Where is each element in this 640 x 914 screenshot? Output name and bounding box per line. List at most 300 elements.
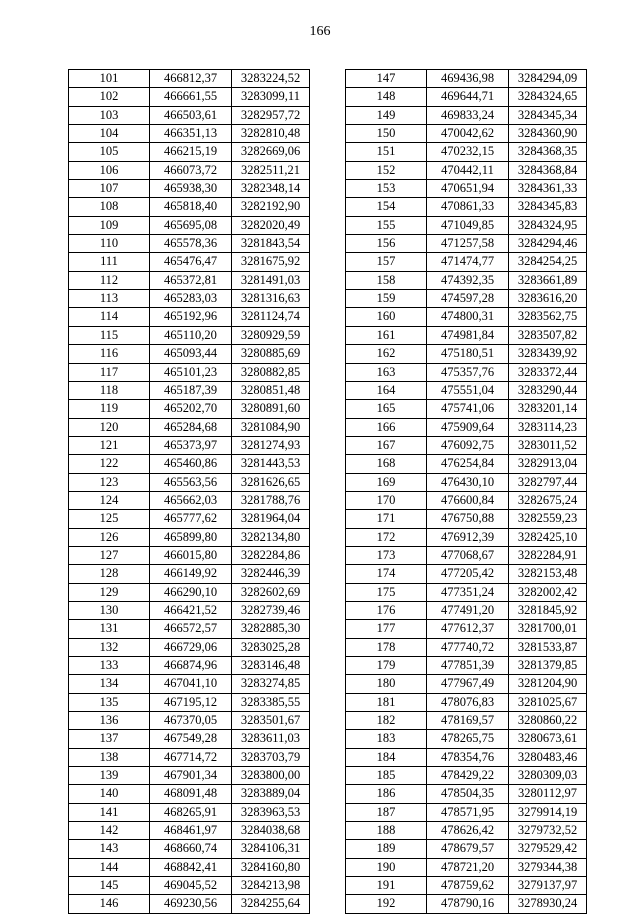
table-row xyxy=(69,436,310,454)
point-number-cell: 170 xyxy=(346,491,427,509)
point-number-cell: 105 xyxy=(69,143,150,161)
y-coordinate-cell: 3282810,48 xyxy=(232,125,310,143)
point-number-cell: 177 xyxy=(346,620,427,638)
x-coordinate-cell: 474981,84 xyxy=(427,326,509,344)
table-row xyxy=(69,271,310,289)
point-number-cell: 141 xyxy=(69,803,150,821)
x-coordinate-cell: 466215,19 xyxy=(150,143,232,161)
point-number-cell: 118 xyxy=(69,381,150,399)
x-coordinate-cell: 477351,24 xyxy=(427,583,509,601)
y-coordinate-cell: 3280851,48 xyxy=(232,381,310,399)
x-coordinate-cell: 474597,28 xyxy=(427,290,509,308)
table-row xyxy=(346,895,587,913)
point-number-cell: 128 xyxy=(69,565,150,583)
point-number-cell: 112 xyxy=(69,271,150,289)
x-coordinate-cell: 478679,57 xyxy=(427,840,509,858)
table-row xyxy=(346,877,587,895)
x-coordinate-cell: 465110,20 xyxy=(150,326,232,344)
x-coordinate-cell: 478504,35 xyxy=(427,785,509,803)
x-coordinate-cell: 465695,08 xyxy=(150,216,232,234)
x-coordinate-cell: 478076,83 xyxy=(427,693,509,711)
x-coordinate-cell: 475741,06 xyxy=(427,400,509,418)
x-coordinate-cell: 466073,72 xyxy=(150,161,232,179)
y-coordinate-cell: 3279914,19 xyxy=(509,803,587,821)
x-coordinate-cell: 478721,20 xyxy=(427,858,509,876)
table-row xyxy=(69,657,310,675)
x-coordinate-cell: 466351,13 xyxy=(150,125,232,143)
point-number-cell: 137 xyxy=(69,730,150,748)
x-coordinate-cell: 468461,97 xyxy=(150,822,232,840)
y-coordinate-cell: 3282957,72 xyxy=(232,106,310,124)
x-coordinate-cell: 470042,62 xyxy=(427,125,509,143)
table-row xyxy=(346,546,587,564)
y-coordinate-cell: 3283011,52 xyxy=(509,436,587,454)
point-number-cell: 133 xyxy=(69,657,150,675)
y-coordinate-cell: 3280882,85 xyxy=(232,363,310,381)
y-coordinate-cell: 3279344,38 xyxy=(509,858,587,876)
table-row xyxy=(69,455,310,473)
y-coordinate-cell: 3281274,93 xyxy=(232,436,310,454)
table-row xyxy=(346,675,587,693)
y-coordinate-cell: 3283703,79 xyxy=(232,748,310,766)
y-coordinate-cell: 3283439,92 xyxy=(509,345,587,363)
table-row xyxy=(346,253,587,271)
point-number-cell: 145 xyxy=(69,877,150,895)
table-row xyxy=(69,712,310,730)
y-coordinate-cell: 3284360,90 xyxy=(509,125,587,143)
y-coordinate-cell: 3282511,21 xyxy=(232,161,310,179)
table-row xyxy=(346,528,587,546)
x-coordinate-cell: 466503,61 xyxy=(150,106,232,124)
table-row xyxy=(346,436,587,454)
x-coordinate-cell: 466661,55 xyxy=(150,88,232,106)
table-row xyxy=(346,345,587,363)
point-number-cell: 143 xyxy=(69,840,150,858)
y-coordinate-cell: 3281025,67 xyxy=(509,693,587,711)
point-number-cell: 136 xyxy=(69,712,150,730)
x-coordinate-cell: 465563,56 xyxy=(150,473,232,491)
point-number-cell: 180 xyxy=(346,675,427,693)
point-number-cell: 114 xyxy=(69,308,150,326)
table-row xyxy=(346,693,587,711)
table-row xyxy=(346,400,587,418)
x-coordinate-cell: 467195,12 xyxy=(150,693,232,711)
y-coordinate-cell: 3280673,61 xyxy=(509,730,587,748)
y-coordinate-cell: 3280112,97 xyxy=(509,785,587,803)
table-row xyxy=(69,693,310,711)
point-number-cell: 140 xyxy=(69,785,150,803)
y-coordinate-cell: 3282885,30 xyxy=(232,620,310,638)
point-number-cell: 144 xyxy=(69,858,150,876)
point-number-cell: 159 xyxy=(346,290,427,308)
y-coordinate-cell: 3282425,10 xyxy=(509,528,587,546)
point-number-cell: 160 xyxy=(346,308,427,326)
x-coordinate-cell: 465818,40 xyxy=(150,198,232,216)
table-row xyxy=(346,216,587,234)
point-number-cell: 191 xyxy=(346,877,427,895)
point-number-cell: 151 xyxy=(346,143,427,161)
point-number-cell: 129 xyxy=(69,583,150,601)
point-number-cell: 172 xyxy=(346,528,427,546)
x-coordinate-cell: 478759,62 xyxy=(427,877,509,895)
y-coordinate-cell: 3284294,46 xyxy=(509,235,587,253)
point-number-cell: 182 xyxy=(346,712,427,730)
table-row xyxy=(346,70,587,88)
x-coordinate-cell: 465578,36 xyxy=(150,235,232,253)
table-row xyxy=(69,565,310,583)
point-number-cell: 125 xyxy=(69,510,150,528)
y-coordinate-cell: 3280891,60 xyxy=(232,400,310,418)
y-coordinate-cell: 3284255,64 xyxy=(232,895,310,913)
x-coordinate-cell: 477612,37 xyxy=(427,620,509,638)
table-row xyxy=(346,491,587,509)
table-row xyxy=(69,363,310,381)
point-number-cell: 187 xyxy=(346,803,427,821)
point-number-cell: 138 xyxy=(69,748,150,766)
y-coordinate-cell: 3283661,89 xyxy=(509,271,587,289)
y-coordinate-cell: 3282134,80 xyxy=(232,528,310,546)
y-coordinate-cell: 3284213,98 xyxy=(232,877,310,895)
table-row xyxy=(69,546,310,564)
y-coordinate-cell: 3280483,46 xyxy=(509,748,587,766)
y-coordinate-cell: 3282669,06 xyxy=(232,143,310,161)
table-row xyxy=(69,253,310,271)
x-coordinate-cell: 467041,10 xyxy=(150,675,232,693)
x-coordinate-cell: 466149,92 xyxy=(150,565,232,583)
x-coordinate-cell: 466729,06 xyxy=(150,638,232,656)
table-row xyxy=(346,510,587,528)
y-coordinate-cell: 3283507,82 xyxy=(509,326,587,344)
point-number-cell: 101 xyxy=(69,70,150,88)
y-coordinate-cell: 3283501,67 xyxy=(232,712,310,730)
y-coordinate-cell: 3282913,04 xyxy=(509,455,587,473)
table-row xyxy=(69,198,310,216)
x-coordinate-cell: 478571,95 xyxy=(427,803,509,821)
table-row xyxy=(346,180,587,198)
x-coordinate-cell: 465372,81 xyxy=(150,271,232,289)
x-coordinate-cell: 475909,64 xyxy=(427,418,509,436)
x-coordinate-cell: 471049,85 xyxy=(427,216,509,234)
y-coordinate-cell: 3278930,24 xyxy=(509,895,587,913)
y-coordinate-cell: 3282002,42 xyxy=(509,583,587,601)
y-coordinate-cell: 3283290,44 xyxy=(509,381,587,399)
table-row xyxy=(346,858,587,876)
x-coordinate-cell: 478169,57 xyxy=(427,712,509,730)
table-row xyxy=(346,418,587,436)
x-coordinate-cell: 465192,96 xyxy=(150,308,232,326)
table-row xyxy=(346,271,587,289)
x-coordinate-cell: 470651,94 xyxy=(427,180,509,198)
x-coordinate-cell: 476430,10 xyxy=(427,473,509,491)
y-coordinate-cell: 3284345,83 xyxy=(509,198,587,216)
table-row xyxy=(69,143,310,161)
x-coordinate-cell: 465093,44 xyxy=(150,345,232,363)
table-row xyxy=(69,418,310,436)
point-number-cell: 106 xyxy=(69,161,150,179)
point-number-cell: 148 xyxy=(346,88,427,106)
x-coordinate-cell: 476912,39 xyxy=(427,528,509,546)
point-number-cell: 132 xyxy=(69,638,150,656)
table-row xyxy=(69,491,310,509)
point-number-cell: 119 xyxy=(69,400,150,418)
table-row xyxy=(69,326,310,344)
table-row xyxy=(346,601,587,619)
point-number-cell: 153 xyxy=(346,180,427,198)
point-number-cell: 127 xyxy=(69,546,150,564)
point-number-cell: 189 xyxy=(346,840,427,858)
x-coordinate-cell: 478429,22 xyxy=(427,767,509,785)
y-coordinate-cell: 3284324,65 xyxy=(509,88,587,106)
point-number-cell: 165 xyxy=(346,400,427,418)
table-row xyxy=(69,895,310,913)
y-coordinate-cell: 3282348,14 xyxy=(232,180,310,198)
y-coordinate-cell: 3279529,42 xyxy=(509,840,587,858)
table-row xyxy=(69,767,310,785)
x-coordinate-cell: 465777,62 xyxy=(150,510,232,528)
y-coordinate-cell: 3283146,48 xyxy=(232,657,310,675)
x-coordinate-cell: 468842,41 xyxy=(150,858,232,876)
table-row xyxy=(69,308,310,326)
x-coordinate-cell: 475357,76 xyxy=(427,363,509,381)
table-row xyxy=(69,180,310,198)
point-number-cell: 122 xyxy=(69,455,150,473)
point-number-cell: 162 xyxy=(346,345,427,363)
y-coordinate-cell: 3283224,52 xyxy=(232,70,310,88)
x-coordinate-cell: 471257,58 xyxy=(427,235,509,253)
y-coordinate-cell: 3284254,25 xyxy=(509,253,587,271)
point-number-cell: 110 xyxy=(69,235,150,253)
table-row xyxy=(69,400,310,418)
point-number-cell: 161 xyxy=(346,326,427,344)
point-number-cell: 192 xyxy=(346,895,427,913)
point-number-cell: 152 xyxy=(346,161,427,179)
y-coordinate-cell: 3280929,59 xyxy=(232,326,310,344)
x-coordinate-cell: 465373,97 xyxy=(150,436,232,454)
x-coordinate-cell: 476750,88 xyxy=(427,510,509,528)
y-coordinate-cell: 3284160,80 xyxy=(232,858,310,876)
x-coordinate-cell: 470442,11 xyxy=(427,161,509,179)
y-coordinate-cell: 3281964,04 xyxy=(232,510,310,528)
y-coordinate-cell: 3279732,52 xyxy=(509,822,587,840)
y-coordinate-cell: 3284361,33 xyxy=(509,180,587,198)
y-coordinate-cell: 3281443,53 xyxy=(232,455,310,473)
x-coordinate-cell: 468091,48 xyxy=(150,785,232,803)
y-coordinate-cell: 3283025,28 xyxy=(232,638,310,656)
point-number-cell: 116 xyxy=(69,345,150,363)
x-coordinate-cell: 469833,24 xyxy=(427,106,509,124)
point-number-cell: 108 xyxy=(69,198,150,216)
x-coordinate-cell: 470861,33 xyxy=(427,198,509,216)
point-number-cell: 107 xyxy=(69,180,150,198)
table-row xyxy=(69,730,310,748)
y-coordinate-cell: 3283889,04 xyxy=(232,785,310,803)
y-coordinate-cell: 3280860,22 xyxy=(509,712,587,730)
point-number-cell: 156 xyxy=(346,235,427,253)
point-number-cell: 186 xyxy=(346,785,427,803)
y-coordinate-cell: 3283385,55 xyxy=(232,693,310,711)
x-coordinate-cell: 465283,03 xyxy=(150,290,232,308)
y-coordinate-cell: 3283372,44 xyxy=(509,363,587,381)
table-row xyxy=(346,583,587,601)
point-number-cell: 176 xyxy=(346,601,427,619)
table-row xyxy=(346,803,587,821)
y-coordinate-cell: 3283963,53 xyxy=(232,803,310,821)
x-coordinate-cell: 477068,67 xyxy=(427,546,509,564)
x-coordinate-cell: 465662,03 xyxy=(150,491,232,509)
y-coordinate-cell: 3284106,31 xyxy=(232,840,310,858)
point-number-cell: 168 xyxy=(346,455,427,473)
table-row xyxy=(69,877,310,895)
table-row xyxy=(69,161,310,179)
y-coordinate-cell: 3284368,35 xyxy=(509,143,587,161)
x-coordinate-cell: 466290,10 xyxy=(150,583,232,601)
table-row xyxy=(346,767,587,785)
x-coordinate-cell: 478265,75 xyxy=(427,730,509,748)
table-row xyxy=(69,858,310,876)
table-row xyxy=(69,803,310,821)
table-row xyxy=(69,88,310,106)
x-coordinate-cell: 475551,04 xyxy=(427,381,509,399)
y-coordinate-cell: 3283562,75 xyxy=(509,308,587,326)
x-coordinate-cell: 478790,16 xyxy=(427,895,509,913)
table-row xyxy=(346,326,587,344)
table-row xyxy=(69,106,310,124)
table-row xyxy=(346,822,587,840)
table-row xyxy=(69,473,310,491)
coordinates-table-left xyxy=(68,69,310,914)
x-coordinate-cell: 467370,05 xyxy=(150,712,232,730)
table-row xyxy=(346,712,587,730)
point-number-cell: 185 xyxy=(346,767,427,785)
y-coordinate-cell: 3282284,86 xyxy=(232,546,310,564)
point-number-cell: 163 xyxy=(346,363,427,381)
point-number-cell: 149 xyxy=(346,106,427,124)
point-number-cell: 113 xyxy=(69,290,150,308)
table-row xyxy=(346,235,587,253)
table-row xyxy=(346,381,587,399)
point-number-cell: 167 xyxy=(346,436,427,454)
x-coordinate-cell: 465460,86 xyxy=(150,455,232,473)
x-coordinate-cell: 465284,68 xyxy=(150,418,232,436)
point-number-cell: 190 xyxy=(346,858,427,876)
table-row xyxy=(346,106,587,124)
x-coordinate-cell: 477851,39 xyxy=(427,657,509,675)
point-number-cell: 181 xyxy=(346,693,427,711)
point-number-cell: 109 xyxy=(69,216,150,234)
point-number-cell: 124 xyxy=(69,491,150,509)
x-coordinate-cell: 465202,70 xyxy=(150,400,232,418)
x-coordinate-cell: 468265,91 xyxy=(150,803,232,821)
point-number-cell: 135 xyxy=(69,693,150,711)
point-number-cell: 157 xyxy=(346,253,427,271)
x-coordinate-cell: 469045,52 xyxy=(150,877,232,895)
point-number-cell: 142 xyxy=(69,822,150,840)
y-coordinate-cell: 3283800,00 xyxy=(232,767,310,785)
x-coordinate-cell: 467549,28 xyxy=(150,730,232,748)
table-row xyxy=(69,528,310,546)
point-number-cell: 134 xyxy=(69,675,150,693)
table-row xyxy=(346,161,587,179)
y-coordinate-cell: 3284038,68 xyxy=(232,822,310,840)
x-coordinate-cell: 467901,34 xyxy=(150,767,232,785)
table-row xyxy=(69,748,310,766)
point-number-cell: 123 xyxy=(69,473,150,491)
table-row xyxy=(346,125,587,143)
table-row xyxy=(346,473,587,491)
coordinates-table-right xyxy=(345,69,587,914)
table-row xyxy=(346,198,587,216)
y-coordinate-cell: 3281204,90 xyxy=(509,675,587,693)
table-row xyxy=(69,510,310,528)
x-coordinate-cell: 478354,76 xyxy=(427,748,509,766)
y-coordinate-cell: 3281124,74 xyxy=(232,308,310,326)
point-number-cell: 139 xyxy=(69,767,150,785)
table-row xyxy=(69,840,310,858)
y-coordinate-cell: 3281843,54 xyxy=(232,235,310,253)
x-coordinate-cell: 474392,35 xyxy=(427,271,509,289)
x-coordinate-cell: 470232,15 xyxy=(427,143,509,161)
point-number-cell: 169 xyxy=(346,473,427,491)
x-coordinate-cell: 474800,31 xyxy=(427,308,509,326)
point-number-cell: 117 xyxy=(69,363,150,381)
y-coordinate-cell: 3283114,23 xyxy=(509,418,587,436)
table-row xyxy=(69,675,310,693)
point-number-cell: 130 xyxy=(69,601,150,619)
x-coordinate-cell: 465938,30 xyxy=(150,180,232,198)
table-row xyxy=(69,70,310,88)
x-coordinate-cell: 465101,23 xyxy=(150,363,232,381)
table-row xyxy=(346,565,587,583)
table-row xyxy=(346,748,587,766)
y-coordinate-cell: 3281700,01 xyxy=(509,620,587,638)
y-coordinate-cell: 3280885,69 xyxy=(232,345,310,363)
table-row xyxy=(346,657,587,675)
y-coordinate-cell: 3281626,65 xyxy=(232,473,310,491)
point-number-cell: 120 xyxy=(69,418,150,436)
point-number-cell: 111 xyxy=(69,253,150,271)
point-number-cell: 102 xyxy=(69,88,150,106)
table-row xyxy=(346,730,587,748)
x-coordinate-cell: 477967,49 xyxy=(427,675,509,693)
point-number-cell: 175 xyxy=(346,583,427,601)
y-coordinate-cell: 3284345,34 xyxy=(509,106,587,124)
y-coordinate-cell: 3282602,69 xyxy=(232,583,310,601)
table-row xyxy=(346,840,587,858)
table-row xyxy=(346,455,587,473)
x-coordinate-cell: 477740,72 xyxy=(427,638,509,656)
point-number-cell: 173 xyxy=(346,546,427,564)
table-row xyxy=(69,345,310,363)
table-row xyxy=(346,620,587,638)
x-coordinate-cell: 469644,71 xyxy=(427,88,509,106)
table-row xyxy=(69,583,310,601)
x-coordinate-cell: 465476,47 xyxy=(150,253,232,271)
x-coordinate-cell: 465899,80 xyxy=(150,528,232,546)
y-coordinate-cell: 3280309,03 xyxy=(509,767,587,785)
y-coordinate-cell: 3284368,84 xyxy=(509,161,587,179)
x-coordinate-cell: 466874,96 xyxy=(150,657,232,675)
y-coordinate-cell: 3281788,76 xyxy=(232,491,310,509)
point-number-cell: 146 xyxy=(69,895,150,913)
table-row xyxy=(346,363,587,381)
y-coordinate-cell: 3283099,11 xyxy=(232,88,310,106)
table-row xyxy=(346,88,587,106)
x-coordinate-cell: 476254,84 xyxy=(427,455,509,473)
x-coordinate-cell: 475180,51 xyxy=(427,345,509,363)
x-coordinate-cell: 477491,20 xyxy=(427,601,509,619)
y-coordinate-cell: 3282153,48 xyxy=(509,565,587,583)
y-coordinate-cell: 3281316,63 xyxy=(232,290,310,308)
